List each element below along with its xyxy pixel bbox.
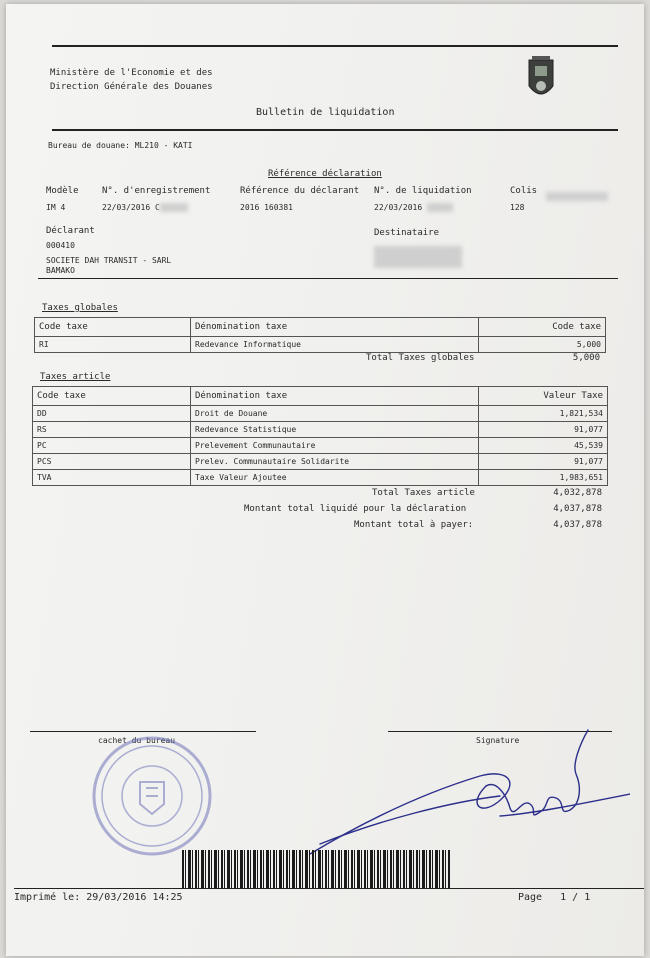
taxes-article-title: Taxes article xyxy=(40,372,111,382)
tax-value: 91,077 xyxy=(479,422,608,438)
table-header-row xyxy=(35,318,606,337)
montant-payer-value: 4,037,878 xyxy=(553,520,602,530)
tax-name: Redevance Informatique xyxy=(191,337,479,353)
tax-code: TVA xyxy=(33,470,191,486)
redacted-block xyxy=(160,203,188,212)
montant-liquide-label: Montant total liquidé pour la déclaration xyxy=(244,504,467,514)
bureau-de-douane: Bureau de douane: ML210 - KATI xyxy=(48,141,193,150)
destinataire-label: Destinataire xyxy=(374,228,440,238)
taxes-article-table xyxy=(32,386,608,486)
total-taxes-article-label: Total Taxes article xyxy=(372,488,475,498)
document-title: Bulletin de liquidation xyxy=(256,107,395,118)
reference-title: Référence déclaration xyxy=(268,169,382,179)
declarant-code: 000410 xyxy=(46,241,75,250)
label-colis: Colis xyxy=(510,186,538,196)
declarant-city: BAMAKO xyxy=(46,266,75,275)
column-header: Code taxe xyxy=(479,318,606,337)
customs-stamp xyxy=(82,736,222,856)
redacted-block xyxy=(374,246,462,268)
declarant-name: SOCIETE DAH TRANSIT - SARL xyxy=(46,256,172,265)
value-modele: IM 4 xyxy=(46,203,66,212)
cachet-label: cachet du bureau xyxy=(98,736,176,745)
barcode xyxy=(182,850,450,888)
label-enregistrement: N°. d'enregistrement xyxy=(102,186,211,196)
column-header: Valeur Taxe xyxy=(479,387,608,406)
signature-label: Signature xyxy=(476,736,520,745)
tax-code: RI xyxy=(35,337,191,353)
tax-value: 45,539 xyxy=(479,438,608,454)
document-page xyxy=(6,4,644,956)
tax-value: 1,821,534 xyxy=(479,406,608,422)
table-row xyxy=(33,438,608,454)
tax-name: Prelev. Communautaire Solidarite xyxy=(191,454,479,470)
cachet-rule xyxy=(30,731,256,732)
total-taxes-globales-value: 5,000 xyxy=(572,353,600,363)
montant-liquide-value: 4,037,878 xyxy=(553,504,602,514)
declarant-label: Déclarant xyxy=(46,226,95,236)
ministry-line-1: Ministère de l'Economie et des xyxy=(50,68,213,78)
taxes-globales-title: Taxes globales xyxy=(42,303,118,313)
tax-code: PC xyxy=(33,438,191,454)
total-taxes-globales-label: Total Taxes globales xyxy=(366,353,475,363)
redacted-block xyxy=(546,186,608,205)
column-header: Code taxe xyxy=(33,387,191,406)
footer-rule xyxy=(14,888,644,889)
table-row xyxy=(33,422,608,438)
top-rule xyxy=(52,45,618,47)
tax-name: Taxe Valeur Ajoutee xyxy=(191,470,479,486)
taxes-globales-table xyxy=(34,317,606,353)
column-header: Dénomination taxe xyxy=(191,318,479,337)
label-modele: Modèle xyxy=(46,186,79,196)
column-header: Dénomination taxe xyxy=(191,387,479,406)
tax-code: DD xyxy=(33,406,191,422)
handwritten-signature xyxy=(300,724,630,864)
label-liquidation: N°. de liquidation xyxy=(374,186,472,196)
tax-value: 5,000 xyxy=(479,337,606,353)
montant-payer-label: Montant total à payer: xyxy=(354,520,474,530)
table-row xyxy=(33,454,608,470)
tax-code: PCS xyxy=(33,454,191,470)
printed-date: Imprimé le: 29/03/2016 14:25 xyxy=(14,892,183,903)
value-liquidation: 22/03/2016 xyxy=(374,203,453,212)
ministry-line-2: Direction Générale des Douanes xyxy=(50,82,213,92)
tax-value: 1,983,651 xyxy=(479,470,608,486)
tax-name: Prelevement Communautaire xyxy=(191,438,479,454)
label-declarant-ref: Référence du déclarant xyxy=(240,186,360,196)
table-row xyxy=(33,406,608,422)
page-number: Page 1 / 1 xyxy=(518,892,591,903)
value-declarant-ref: 2016 160381 xyxy=(240,203,293,212)
customs-emblem-icon xyxy=(526,56,556,104)
tax-name: Droit de Douane xyxy=(191,406,479,422)
title-rule xyxy=(52,129,618,131)
table-row xyxy=(33,470,608,486)
column-header: Code taxe xyxy=(35,318,191,337)
table-header-row xyxy=(33,387,608,406)
value-colis: 128 xyxy=(510,203,525,212)
table-row xyxy=(35,337,606,353)
tax-code: RS xyxy=(33,422,191,438)
tax-value: 91,077 xyxy=(479,454,608,470)
redacted-block xyxy=(427,203,453,212)
parties-rule xyxy=(38,278,618,279)
tax-name: Redevance Statistique xyxy=(191,422,479,438)
total-taxes-article-value: 4,032,878 xyxy=(553,488,602,498)
value-enregistrement: 22/03/2016 C xyxy=(102,203,188,212)
